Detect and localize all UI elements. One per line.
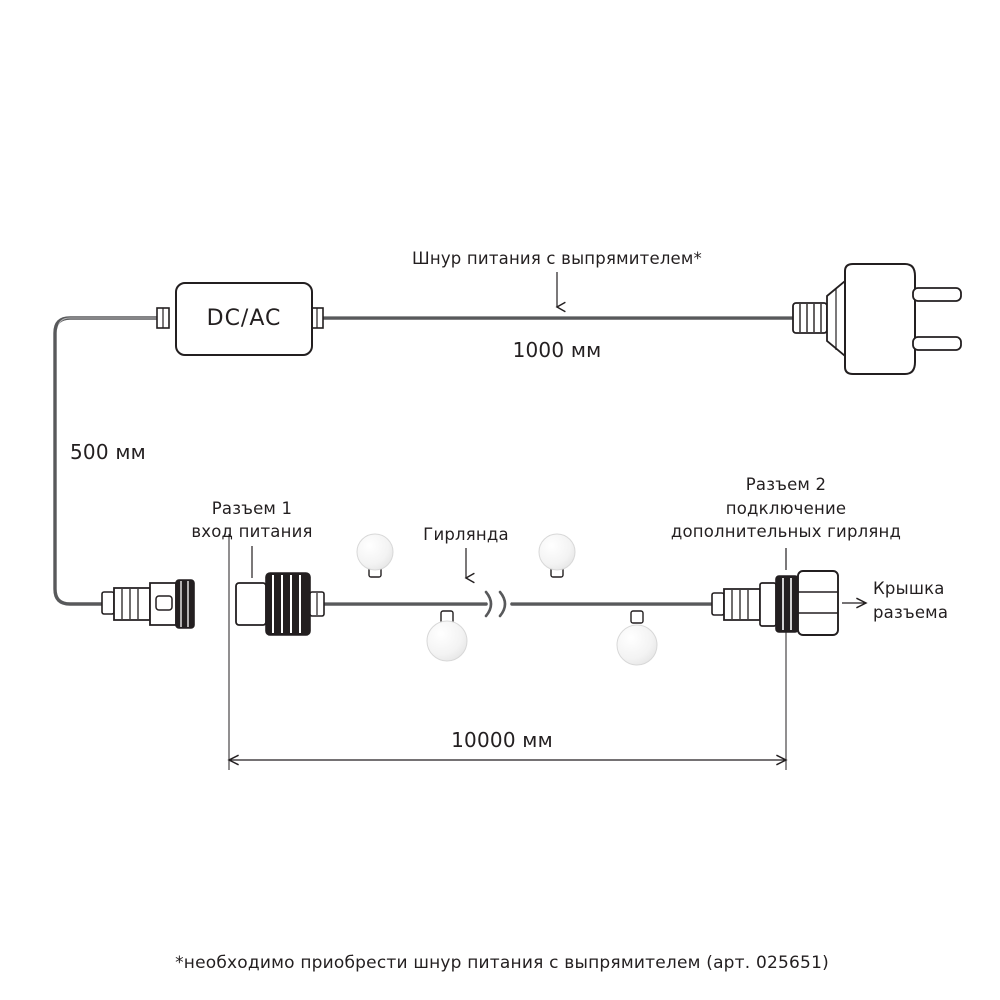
power-cord-label: Шнур питания с выпрямителем*: [411, 249, 703, 268]
connector-plug-left-icon: [102, 580, 194, 628]
connector-2-label-line1: Разъем 2: [745, 475, 827, 494]
connector-1-label-line1: Разъем 1: [211, 499, 293, 518]
drop-length-label: 500 мм: [70, 440, 146, 464]
cap-label-line2: разъема: [873, 603, 949, 622]
connector-2-icon: [712, 576, 798, 632]
cap-label-line1: Крышка: [873, 579, 945, 598]
garland-bulb: [617, 611, 657, 665]
connector-2-label-line2: подключение: [725, 499, 847, 518]
garland-label: Гирлянда: [423, 525, 509, 544]
total-length-label: 10000 мм: [451, 728, 553, 752]
garland-bulb: [357, 534, 393, 577]
connector-1-icon: [236, 573, 324, 635]
connector-cap-icon: [798, 571, 838, 635]
mains-cable: [310, 316, 795, 318]
cord-length-label: 1000 мм: [512, 338, 602, 362]
garland-bulb: [427, 611, 467, 661]
dcac-unit-label: DC/AC: [206, 306, 282, 331]
power-plug-icon: [793, 264, 961, 374]
connector-2-label-line3: дополнительных гирлянд: [670, 522, 902, 541]
cable-sleeve-left: [157, 308, 169, 328]
connector-1-label-line2: вход питания: [191, 522, 313, 541]
garland-bulb: [539, 534, 575, 577]
footnote-label: *необходимо приобрести шнур питания с выпрямителем (арт. 025651): [175, 953, 829, 973]
